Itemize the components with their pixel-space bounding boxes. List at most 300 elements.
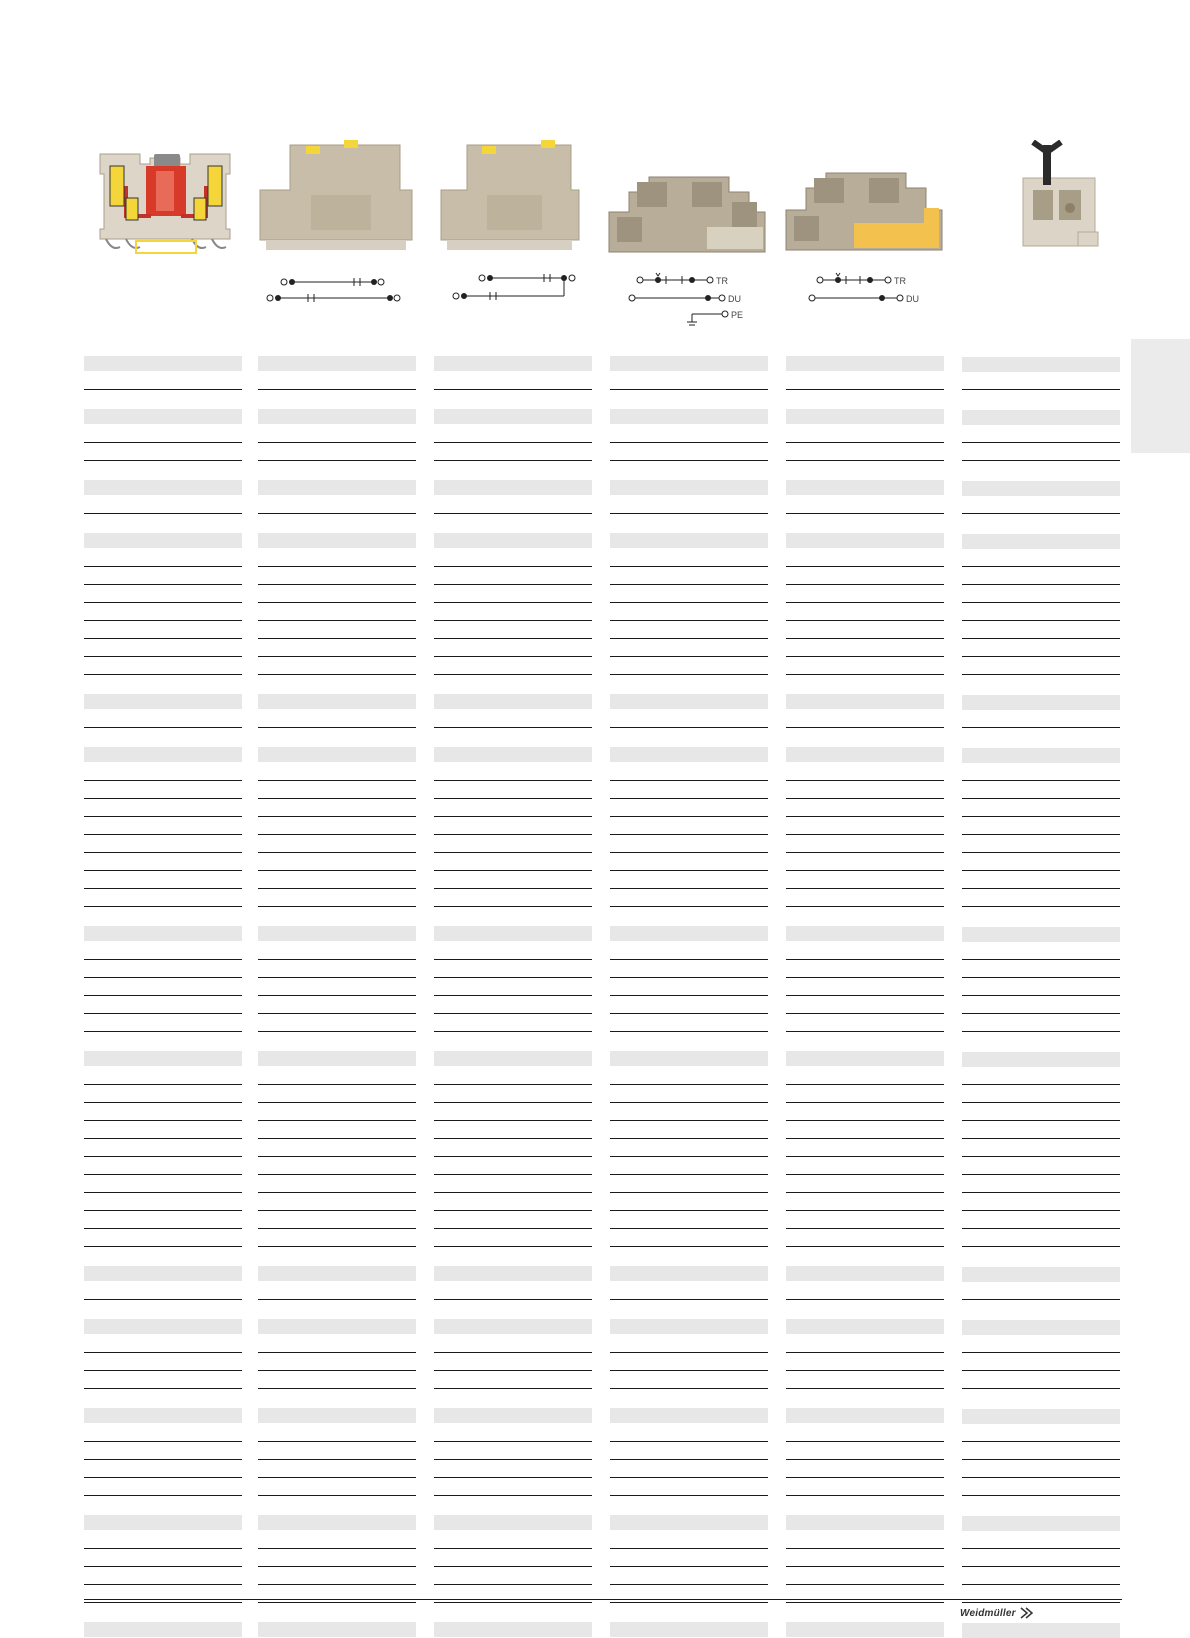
table-row-rule xyxy=(786,727,944,728)
table-group-header-bar xyxy=(258,1408,416,1423)
table-row-rule xyxy=(786,995,944,996)
table-row-rule xyxy=(610,888,768,889)
table-row-rule xyxy=(258,1548,416,1549)
table-row-rule xyxy=(610,1602,768,1603)
table-row-rule xyxy=(258,1102,416,1103)
table-row-rule xyxy=(434,442,592,443)
table-row-rule xyxy=(610,798,768,799)
table-row-rule xyxy=(786,656,944,657)
table-row-rule xyxy=(610,389,768,390)
table-row-rule xyxy=(434,1246,592,1247)
table-row-rule xyxy=(434,1602,592,1603)
table-row-rule xyxy=(84,852,242,853)
table-row-rule xyxy=(962,1477,1120,1478)
table-row-rule xyxy=(610,1459,768,1460)
table-group-header-bar xyxy=(434,1051,592,1066)
table-row-rule xyxy=(610,1156,768,1157)
table-row-rule xyxy=(84,977,242,978)
table-row-rule xyxy=(84,870,242,871)
table-row-rule xyxy=(258,620,416,621)
table-row-rule xyxy=(610,1084,768,1085)
table-row-rule xyxy=(84,620,242,621)
table-row-rule xyxy=(434,656,592,657)
table-row-rule xyxy=(962,584,1120,585)
table-row-rule xyxy=(962,656,1120,657)
table-group-header-bar xyxy=(258,356,416,371)
footer-rule xyxy=(84,1599,1122,1600)
table-group-header-bar xyxy=(610,694,768,709)
table-group-header-bar xyxy=(84,1515,242,1530)
table-row-rule xyxy=(84,959,242,960)
table-row-rule xyxy=(610,1548,768,1549)
table-row-rule xyxy=(258,1370,416,1371)
table-group-header-bar xyxy=(84,356,242,371)
table-row-rule xyxy=(258,1138,416,1139)
table-row-rule xyxy=(258,584,416,585)
table-row-rule xyxy=(84,1459,242,1460)
table-row-rule xyxy=(84,1388,242,1389)
table-row-rule xyxy=(434,1138,592,1139)
table-group-header-bar xyxy=(434,533,592,548)
table-group-header-bar xyxy=(610,533,768,548)
table-group-header-bar xyxy=(610,926,768,941)
table-row-rule xyxy=(258,727,416,728)
table-row-rule xyxy=(434,727,592,728)
table-row-rule xyxy=(84,888,242,889)
table-group-header-bar xyxy=(434,480,592,495)
table-row-rule xyxy=(434,798,592,799)
table-row-rule xyxy=(258,852,416,853)
table-row-rule xyxy=(610,1246,768,1247)
table-row-rule xyxy=(258,638,416,639)
table-group-header-bar xyxy=(434,1266,592,1281)
table-row-rule xyxy=(962,1138,1120,1139)
table-row-rule xyxy=(610,1228,768,1229)
table-row-rule xyxy=(84,1102,242,1103)
table-row-rule xyxy=(434,1370,592,1371)
table-row-rule xyxy=(258,959,416,960)
table-row-rule xyxy=(84,1192,242,1193)
table-row-rule xyxy=(610,620,768,621)
table-row-rule xyxy=(962,620,1120,621)
table-row-rule xyxy=(962,1584,1120,1585)
table-row-rule xyxy=(786,1174,944,1175)
table-group-header-bar xyxy=(962,1409,1120,1424)
table-row-rule xyxy=(962,1031,1120,1032)
table-row-rule xyxy=(84,816,242,817)
table-row-rule xyxy=(258,1013,416,1014)
table-row-rule xyxy=(786,1584,944,1585)
table-row-rule xyxy=(610,977,768,978)
table-row-rule xyxy=(962,1459,1120,1460)
table-row-rule xyxy=(434,1352,592,1353)
table-row-rule xyxy=(962,888,1120,889)
table-group-header-bar xyxy=(258,533,416,548)
diagram-label-tr: TR xyxy=(716,276,728,286)
table-row-rule xyxy=(962,870,1120,871)
table-row-rule xyxy=(258,566,416,567)
table-group-header-bar xyxy=(610,1622,768,1637)
table-row-rule xyxy=(962,442,1120,443)
table-group-header-bar xyxy=(962,481,1120,496)
table-row-rule xyxy=(84,1031,242,1032)
table-row-rule xyxy=(434,1228,592,1229)
table-group-header-bar xyxy=(258,747,416,762)
table-row-rule xyxy=(84,566,242,567)
table-row-rule xyxy=(786,1102,944,1103)
table-row-rule xyxy=(84,1156,242,1157)
table-row-rule xyxy=(434,834,592,835)
table-row-rule xyxy=(258,674,416,675)
table-row-rule xyxy=(84,602,242,603)
table-row-rule xyxy=(962,798,1120,799)
table-row-rule xyxy=(84,1584,242,1585)
table-row-rule xyxy=(786,1602,944,1603)
table-row-rule xyxy=(786,1031,944,1032)
table-group-header-bar xyxy=(786,480,944,495)
table-group-header-bar xyxy=(258,1051,416,1066)
table-row-rule xyxy=(962,1370,1120,1371)
table-row-rule xyxy=(786,389,944,390)
table-row-rule xyxy=(962,1102,1120,1103)
table-row-rule xyxy=(434,995,592,996)
table-row-rule xyxy=(258,1477,416,1478)
table-group-header-bar xyxy=(610,480,768,495)
table-row-rule xyxy=(434,1299,592,1300)
table-row-rule xyxy=(258,798,416,799)
table-row-rule xyxy=(786,1370,944,1371)
table-row-rule xyxy=(258,602,416,603)
table-row-rule xyxy=(610,1031,768,1032)
table-row-rule xyxy=(962,1388,1120,1389)
table-row-rule xyxy=(434,852,592,853)
table-group-header-bar xyxy=(84,1051,242,1066)
table-row-rule xyxy=(434,602,592,603)
table-row-rule xyxy=(258,1388,416,1389)
table-row-rule xyxy=(610,870,768,871)
table-row-rule xyxy=(786,602,944,603)
table-row-rule xyxy=(258,977,416,978)
table-row-rule xyxy=(84,1210,242,1211)
table-row-rule xyxy=(84,1548,242,1549)
table-row-rule xyxy=(434,1548,592,1549)
table-row-rule xyxy=(258,1156,416,1157)
table-row-rule xyxy=(610,780,768,781)
table-group-header-bar xyxy=(786,1515,944,1530)
table-row-rule xyxy=(610,442,768,443)
table-row-rule xyxy=(786,1495,944,1496)
table-row-rule xyxy=(434,674,592,675)
table-row-rule xyxy=(962,602,1120,603)
table-group-header-bar xyxy=(434,1515,592,1530)
table-row-rule xyxy=(258,1584,416,1585)
table-group-header-bar xyxy=(786,1051,944,1066)
table-group-header-bar xyxy=(962,1052,1120,1067)
table-group-header-bar xyxy=(258,1515,416,1530)
table-row-rule xyxy=(786,1210,944,1211)
table-group-header-bar xyxy=(786,356,944,371)
table-group-header-bar xyxy=(610,1266,768,1281)
table-row-rule xyxy=(962,834,1120,835)
table-row-rule xyxy=(434,1120,592,1121)
table-group-header-bar xyxy=(258,1266,416,1281)
table-row-rule xyxy=(434,1084,592,1085)
table-row-rule xyxy=(258,906,416,907)
table-row-rule xyxy=(962,816,1120,817)
table-row-rule xyxy=(258,1174,416,1175)
table-row-rule xyxy=(786,674,944,675)
table-row-rule xyxy=(84,1370,242,1371)
table-row-rule xyxy=(434,1459,592,1460)
table-row-rule xyxy=(434,1013,592,1014)
table-row-rule xyxy=(962,1013,1120,1014)
diagram-label-du: DU xyxy=(728,294,741,304)
table-row-rule xyxy=(610,1138,768,1139)
table-row-rule xyxy=(962,780,1120,781)
table-group-header-bar xyxy=(434,1319,592,1334)
table-row-rule xyxy=(258,513,416,514)
table-row-rule xyxy=(84,460,242,461)
table-group-header-bar xyxy=(434,694,592,709)
table-row-rule xyxy=(434,1102,592,1103)
table-row-rule xyxy=(962,977,1120,978)
table-row-rule xyxy=(610,906,768,907)
table-group-header-bar xyxy=(786,533,944,548)
table-row-rule xyxy=(84,1299,242,1300)
table-row-rule xyxy=(962,389,1120,390)
table-group-header-bar xyxy=(258,694,416,709)
table-row-rule xyxy=(610,1495,768,1496)
table-row-rule xyxy=(610,959,768,960)
table-row-rule xyxy=(786,888,944,889)
table-row-rule xyxy=(84,798,242,799)
table-row-rule xyxy=(962,1210,1120,1211)
table-row-rule xyxy=(84,389,242,390)
table-row-rule xyxy=(84,656,242,657)
table-group-header-bar xyxy=(786,1319,944,1334)
table-row-rule xyxy=(258,1441,416,1442)
table-row-rule xyxy=(84,513,242,514)
table-row-rule xyxy=(434,1495,592,1496)
table-row-rule xyxy=(786,1299,944,1300)
table-group-header-bar xyxy=(434,926,592,941)
brand-logo xyxy=(960,1606,1034,1620)
table-group-header-bar xyxy=(610,1319,768,1334)
table-row-rule xyxy=(962,1084,1120,1085)
table-row-rule xyxy=(434,816,592,817)
table-row-rule xyxy=(610,602,768,603)
table-row-rule xyxy=(610,834,768,835)
table-row-rule xyxy=(962,638,1120,639)
table-row-rule xyxy=(962,959,1120,960)
table-group-header-bar xyxy=(610,1051,768,1066)
table-group-header-bar xyxy=(258,1319,416,1334)
table-row-rule xyxy=(434,620,592,621)
table-row-rule xyxy=(962,1495,1120,1496)
table-row-rule xyxy=(610,1013,768,1014)
table-row-rule xyxy=(434,1388,592,1389)
table-row-rule xyxy=(786,1156,944,1157)
table-row-rule xyxy=(84,1477,242,1478)
table-group-header-bar xyxy=(786,747,944,762)
table-row-rule xyxy=(434,1156,592,1157)
table-row-rule xyxy=(962,995,1120,996)
table-group-header-bar xyxy=(610,1408,768,1423)
table-row-rule xyxy=(258,1299,416,1300)
table-row-rule xyxy=(84,1352,242,1353)
table-row-rule xyxy=(434,1566,592,1567)
table-group-header-bar xyxy=(84,533,242,548)
table-row-rule xyxy=(786,1548,944,1549)
table-row-rule xyxy=(258,995,416,996)
table-group-header-bar xyxy=(962,1267,1120,1282)
table-group-header-bar xyxy=(786,1408,944,1423)
table-group-header-bar xyxy=(258,409,416,424)
table-row-rule xyxy=(962,1352,1120,1353)
table-row-rule xyxy=(84,1228,242,1229)
table-row-rule xyxy=(434,566,592,567)
table-group-header-bar xyxy=(84,747,242,762)
table-row-rule xyxy=(258,816,416,817)
table-row-rule xyxy=(84,834,242,835)
table-group-header-bar xyxy=(962,357,1120,372)
table-row-rule xyxy=(610,1174,768,1175)
table-row-rule xyxy=(786,1228,944,1229)
weidmuller-arrow-icon xyxy=(1020,1607,1034,1619)
table-row-rule xyxy=(786,584,944,585)
table-row-rule xyxy=(84,638,242,639)
table-group-header-bar xyxy=(434,409,592,424)
table-row-rule xyxy=(786,513,944,514)
table-row-rule xyxy=(786,1084,944,1085)
table-row-rule xyxy=(962,906,1120,907)
table-row-rule xyxy=(258,1352,416,1353)
table-row-rule xyxy=(610,1120,768,1121)
table-row-rule xyxy=(258,1459,416,1460)
table-row-rule xyxy=(786,1192,944,1193)
table-group-header-bar xyxy=(786,409,944,424)
table-row-rule xyxy=(786,1566,944,1567)
table-row-rule xyxy=(962,1174,1120,1175)
table-row-rule xyxy=(610,816,768,817)
table-group-header-bar xyxy=(258,1622,416,1637)
table-row-rule xyxy=(962,1602,1120,1603)
table-row-rule xyxy=(258,834,416,835)
table-row-rule xyxy=(434,513,592,514)
table-row-rule xyxy=(786,1388,944,1389)
table-group-header-bar xyxy=(610,356,768,371)
table-row-rule xyxy=(258,442,416,443)
table-group-header-bar xyxy=(434,747,592,762)
table-group-header-bar xyxy=(962,534,1120,549)
table-row-rule xyxy=(434,584,592,585)
table-row-rule xyxy=(962,1156,1120,1157)
table-row-rule xyxy=(610,1477,768,1478)
table-row-rule xyxy=(610,566,768,567)
table-row-rule xyxy=(962,727,1120,728)
table-group-header-bar xyxy=(786,1622,944,1637)
table-row-rule xyxy=(786,460,944,461)
table-row-rule xyxy=(258,1210,416,1211)
table-row-rule xyxy=(786,442,944,443)
table-row-rule xyxy=(84,906,242,907)
table-row-rule xyxy=(786,1459,944,1460)
table-row-rule xyxy=(84,442,242,443)
table-row-rule xyxy=(84,1441,242,1442)
table-row-rule xyxy=(962,852,1120,853)
table-row-rule xyxy=(258,870,416,871)
table-row-rule xyxy=(786,620,944,621)
table-row-rule xyxy=(84,1566,242,1567)
table-row-rule xyxy=(610,584,768,585)
table-row-rule xyxy=(434,460,592,461)
table-row-rule xyxy=(962,1441,1120,1442)
table-row-rule xyxy=(434,1031,592,1032)
table-row-rule xyxy=(258,389,416,390)
table-row-rule xyxy=(258,1192,416,1193)
table-row-rule xyxy=(258,1120,416,1121)
table-row-rule xyxy=(962,566,1120,567)
table-row-rule xyxy=(434,1192,592,1193)
table-row-rule xyxy=(434,977,592,978)
table-row-rule xyxy=(84,1138,242,1139)
table-group-header-bar xyxy=(84,1408,242,1423)
table-group-header-bar xyxy=(84,480,242,495)
table-group-header-bar xyxy=(84,409,242,424)
table-row-rule xyxy=(258,1495,416,1496)
table-group-header-bar xyxy=(962,695,1120,710)
table-row-rule xyxy=(258,656,416,657)
table-row-rule xyxy=(610,995,768,996)
table-row-rule xyxy=(610,674,768,675)
table-row-rule xyxy=(962,513,1120,514)
table-row-rule xyxy=(786,906,944,907)
table-row-rule xyxy=(610,1441,768,1442)
table-row-rule xyxy=(962,1566,1120,1567)
table-group-header-bar xyxy=(84,1319,242,1334)
table-row-rule xyxy=(84,584,242,585)
table-row-rule xyxy=(610,1566,768,1567)
table-row-rule xyxy=(786,638,944,639)
table-row-rule xyxy=(84,1120,242,1121)
table-row-rule xyxy=(610,460,768,461)
table-group-header-bar xyxy=(962,927,1120,942)
table-row-rule xyxy=(84,727,242,728)
table-row-rule xyxy=(258,1602,416,1603)
table-row-rule xyxy=(258,1084,416,1085)
table-group-header-bar xyxy=(434,1408,592,1423)
table-row-rule xyxy=(610,656,768,657)
table-group-header-bar xyxy=(434,1622,592,1637)
table-group-header-bar xyxy=(84,694,242,709)
table-row-rule xyxy=(610,1299,768,1300)
table-row-rule xyxy=(434,1477,592,1478)
table-row-rule xyxy=(434,906,592,907)
table-row-rule xyxy=(962,1299,1120,1300)
table-group-header-bar xyxy=(84,1266,242,1281)
table-row-rule xyxy=(434,780,592,781)
table-row-rule xyxy=(258,1228,416,1229)
table-row-rule xyxy=(786,1477,944,1478)
table-row-rule xyxy=(610,852,768,853)
table-row-rule xyxy=(84,1246,242,1247)
table-row-rule xyxy=(786,870,944,871)
table-row-rule xyxy=(610,638,768,639)
table-group-header-bar xyxy=(786,694,944,709)
table-group-header-bar xyxy=(258,926,416,941)
table-row-rule xyxy=(258,780,416,781)
table-row-rule xyxy=(962,1228,1120,1229)
